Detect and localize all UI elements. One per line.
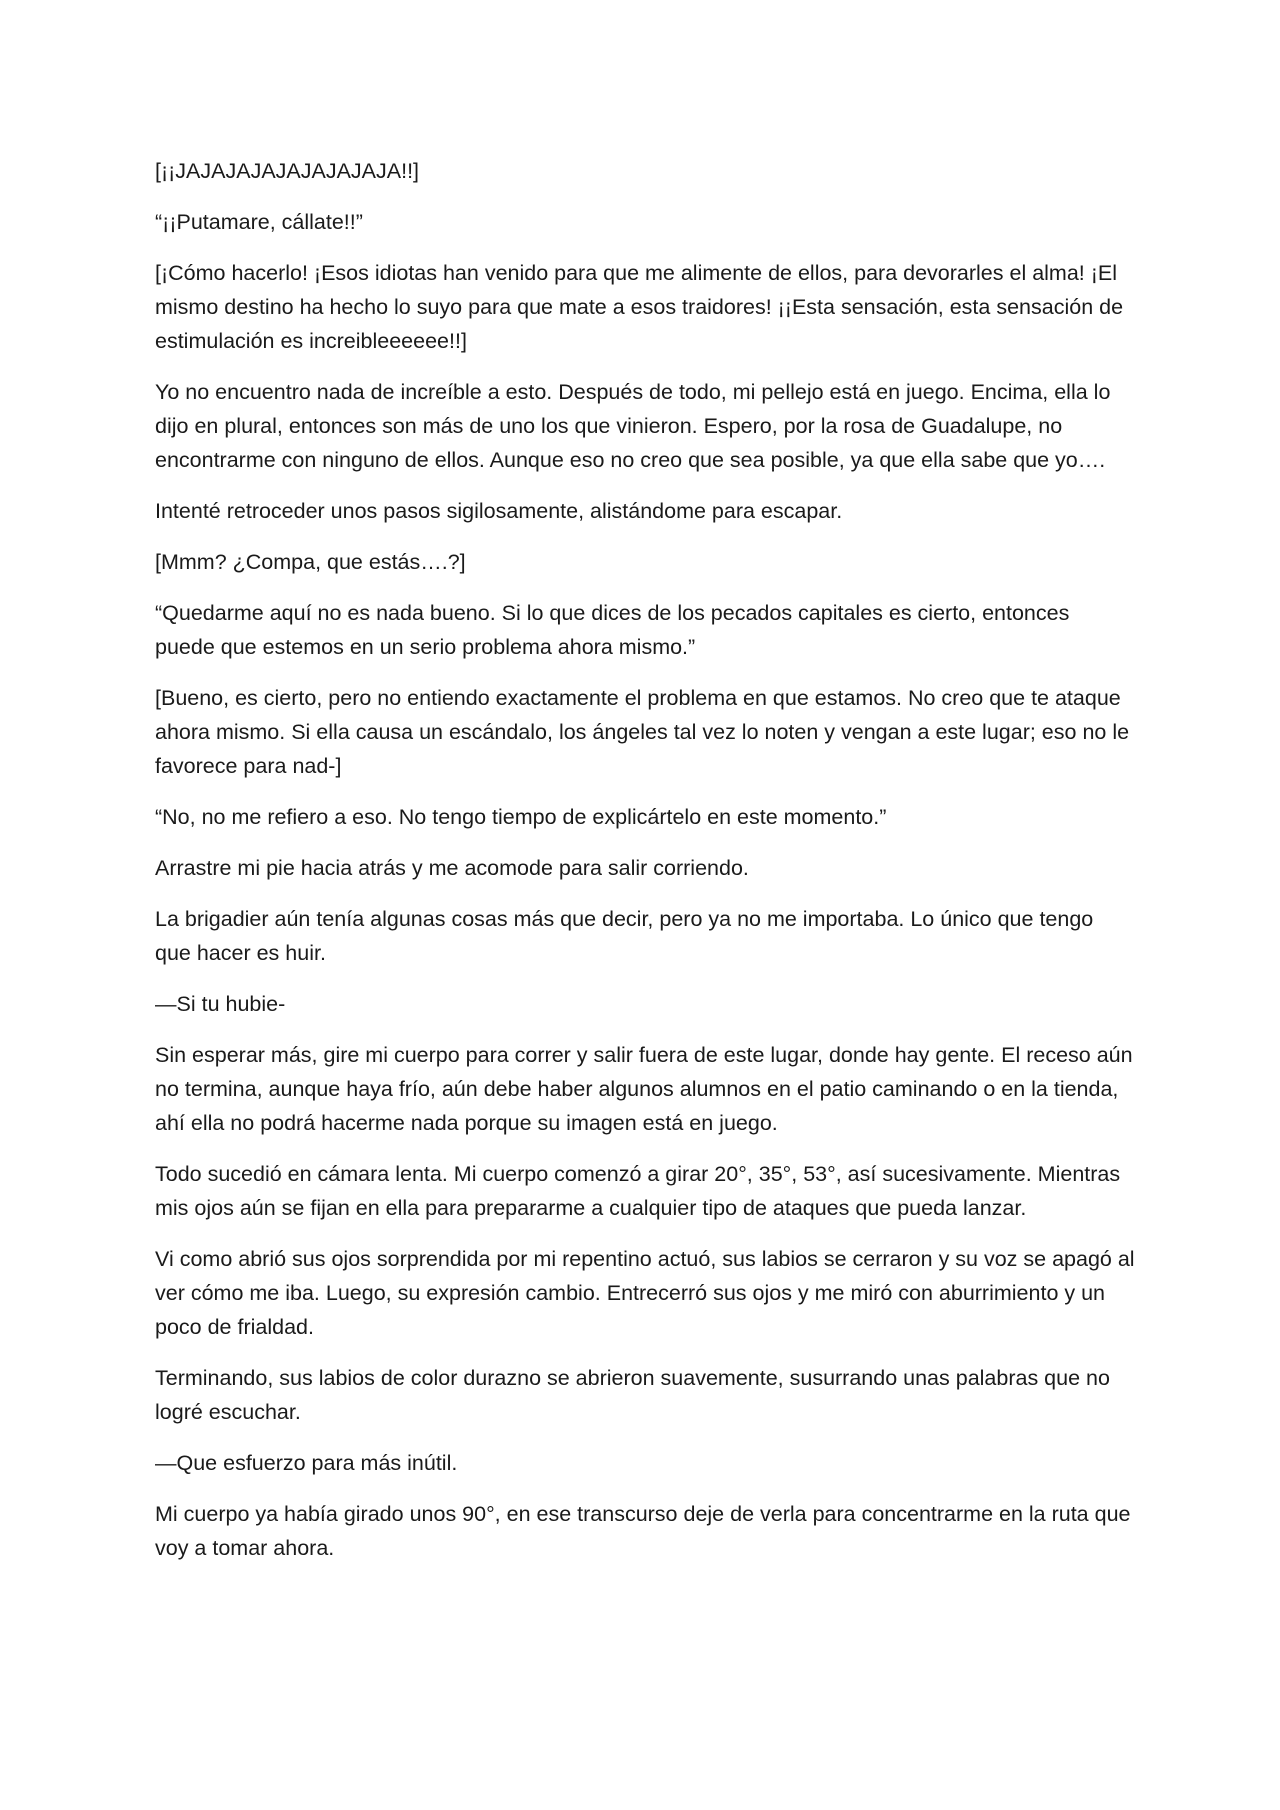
- paragraph: “Quedarme aquí no es nada bueno. Si lo que dices de los pecados capitales es cierto, entonces puede que estemos en un serio problema ahora mismo.”: [155, 601, 1070, 659]
- paragraph: Mi cuerpo ya había girado unos 90°, en ese transcurso deje de verla para concentrarme en la ruta que voy a tomar ahora.: [155, 1502, 1131, 1560]
- paragraph: —Si tu hubie-: [155, 992, 286, 1016]
- paragraph: Todo sucedió en cámara lenta. Mi cuerpo comenzó a girar 20°, 35°, 53°, así sucesivamente. Mientras mis ojos aún se fijan en ella para prepararme a cualquier tipo de ataques que pueda lanzar.: [155, 1162, 1121, 1220]
- paragraph: Sin esperar más, gire mi cuerpo para correr y salir fuera de este lugar, donde hay gente. El receso aún no termina, aunque haya frío, aún debe haber algunos alumnos en el patio caminando o en la tienda, ahí ella no podrá hacerme nada porque su imagen está en juego.: [155, 1043, 1133, 1135]
- paragraph: “¡¡Putamare, cállate!!”: [155, 210, 363, 234]
- paragraph: Intenté retroceder unos pasos sigilosamente, alistándome para escapar.: [155, 499, 843, 523]
- paragraph: [¡Cómo hacerlo! ¡Esos idiotas han venido para que me alimente de ellos, para devorarles el alma! ¡El mismo destino ha hecho lo suyo para que mate a esos traidores! ¡¡Esta sensación, esta sensación de estimulación es increibleeeeee!!]: [155, 261, 1124, 353]
- paragraph: [Mmm? ¿Compa, que estás….?]: [155, 550, 466, 574]
- body-text: [155, 154, 1135, 1582]
- paragraph: “No, no me refiero a eso. No tengo tiempo de explicártelo en este momento.”: [155, 805, 887, 829]
- paragraph: Yo no encuentro nada de increíble a esto. Después de todo, mi pellejo está en juego. Encima, ella lo dijo en plural, entonces son más de uno los que vinieron. Espero, por la rosa de Guadalupe, no encontrarme con ninguno de ellos. Aunque eso no creo que sea posible, ya que ella sabe que yo….: [155, 380, 1111, 472]
- paragraph: La brigadier aún tenía algunas cosas más que decir, pero ya no me importaba. Lo único que tengo que hacer es huir.: [155, 907, 1094, 965]
- paragraph: —Que esfuerzo para más inútil.: [155, 1451, 458, 1475]
- paragraph: [Bueno, es cierto, pero no entiendo exactamente el problema en que estamos. No creo que te ataque ahora mismo. Si ella causa un escándalo, los ángeles tal vez lo noten y vengan a este lugar; eso no le favorece para nad-]: [155, 686, 1130, 778]
- paragraph: Terminando, sus labios de color durazno se abrieron suavemente, susurrando unas palabras que no logré escuchar.: [155, 1366, 1110, 1424]
- paragraph: Vi como abrió sus ojos sorprendida por mi repentino actuó, sus labios se cerraron y su voz se apagó al ver cómo me iba. Luego, su expresión cambio. Entrecerró sus ojos y me miró con aburrimiento y un poco de frialdad.: [155, 1247, 1135, 1339]
- paragraph: [¡¡JAJAJAJAJAJAJAJAJA!!]: [155, 159, 420, 183]
- paragraph: Arrastre mi pie hacia atrás y me acomode para salir corriendo.: [155, 856, 749, 880]
